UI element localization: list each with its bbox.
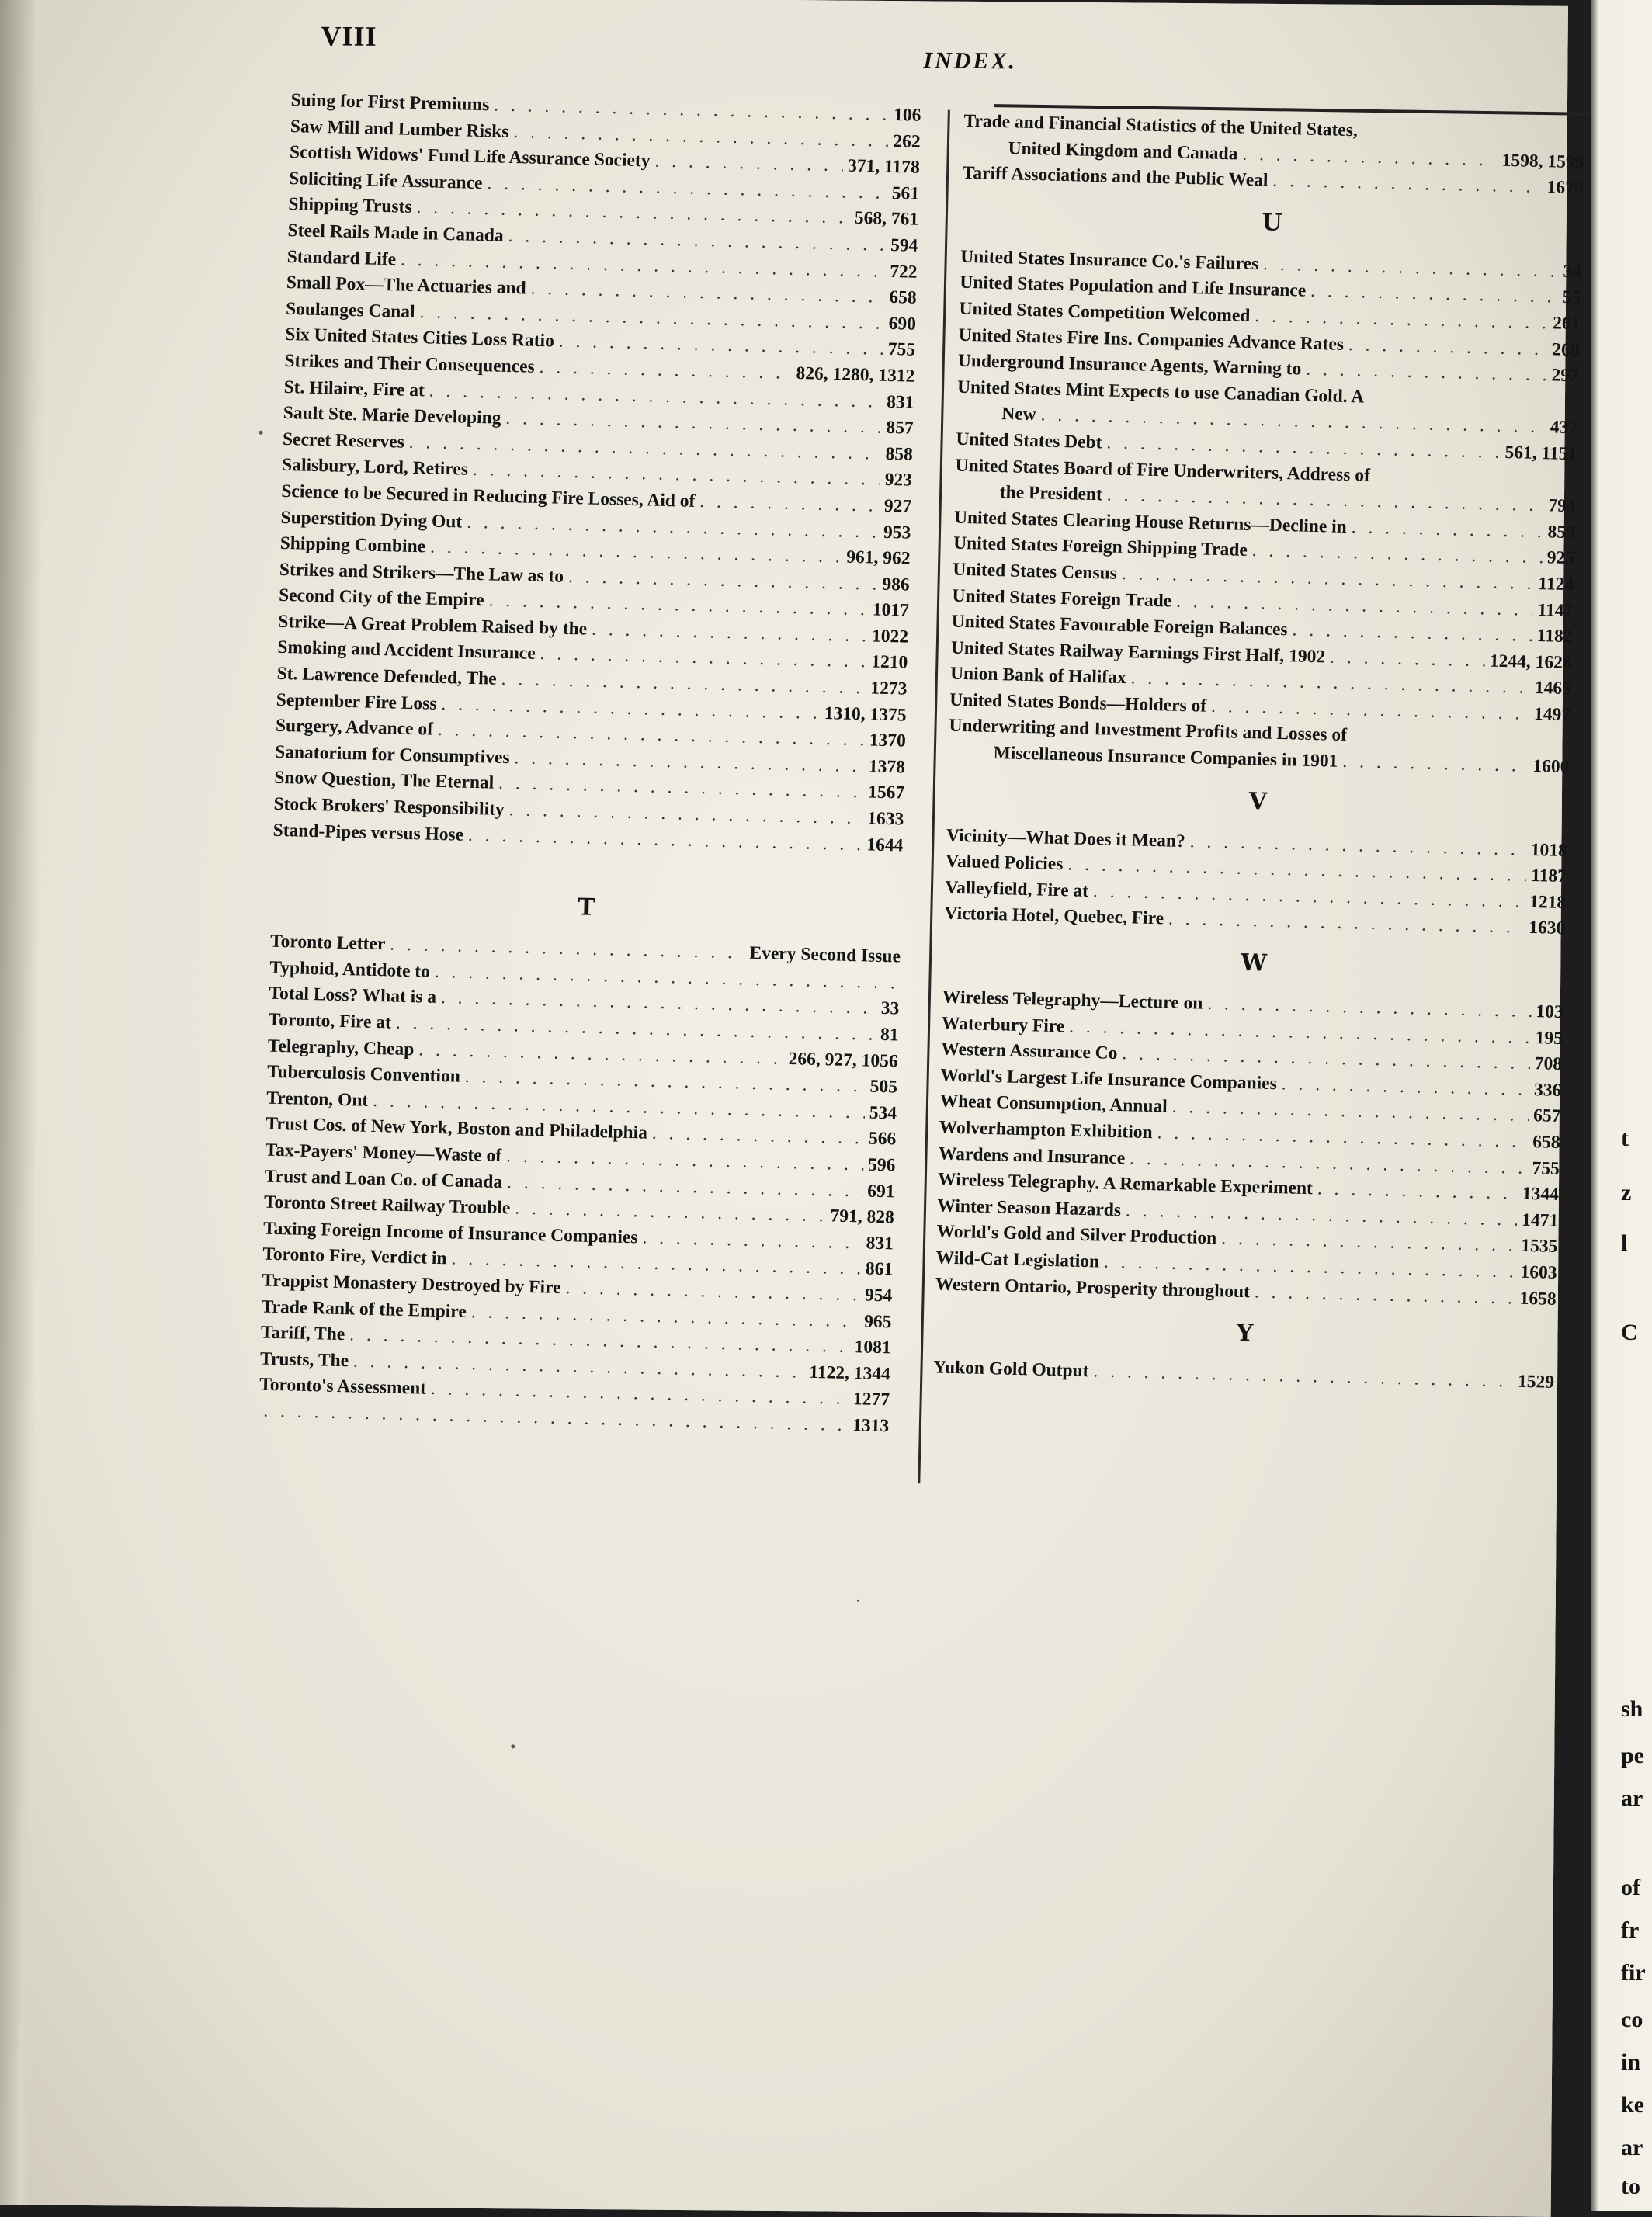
edge-fragment: fr — [1621, 1917, 1640, 1943]
entry-pages: 755 — [1532, 1157, 1560, 1179]
entry-title-line-1: United States Mint Expects to use Canadian Gold. A — [956, 376, 1365, 408]
entry-pages: 505 — [869, 1076, 898, 1098]
entry-pages: 1313 — [852, 1415, 890, 1437]
entry-title: Trust Cos. of New York, Boston and Philadelphia — [266, 1113, 648, 1144]
entry-title: Vicinity—What Does it Mean? — [946, 825, 1186, 852]
entry-title: Stand-Pipes versus Hose — [272, 820, 464, 845]
entry-pages: 1497 — [1533, 703, 1571, 726]
entry-title: Scottish Widows' Fund Life Assurance Society — [289, 142, 651, 172]
entry-title: Tax-Payers' Money—Waste of — [265, 1140, 502, 1167]
entry-title: United States Competition Welcomed — [959, 298, 1251, 326]
entry-title: Wild-Cat Legislation — [935, 1247, 1100, 1272]
entry-pages: 961, 962 — [845, 546, 911, 569]
entry-title: Wolverhampton Exhibition — [939, 1117, 1153, 1143]
entry-pages: 1017 — [872, 599, 910, 621]
left-column — [259, 88, 921, 1440]
entry-pages: 1567 — [867, 782, 905, 804]
entry-pages: 1598, 1599 — [1501, 150, 1584, 172]
entry-pages: 103 — [1536, 1001, 1564, 1023]
entry-title-line-1: Underwriting and Investment Profits and Losses of — [949, 716, 1348, 746]
entry-pages: 1633 — [866, 808, 904, 830]
s-entries — [272, 88, 921, 859]
entry-title: Stock Brokers' Responsibility — [273, 793, 505, 821]
entry-title: Secret Reserves — [282, 428, 405, 453]
entry-title-line-2: United Kingdom and Canada — [1008, 137, 1238, 165]
entry-pages: 1644 — [866, 834, 904, 856]
entry-pages: 708 — [1534, 1053, 1563, 1075]
entry-pages: 791, 828 — [830, 1206, 895, 1228]
entry-title: Soliciting Life Assurance — [288, 168, 483, 193]
entry-title: Total Loss? What is a — [269, 984, 437, 1008]
entry-title: Tuberculosis Convention — [266, 1061, 461, 1087]
entry-pages: 953 — [883, 522, 911, 543]
entry-pages: 266, 927, 1056 — [788, 1048, 899, 1072]
t-continued-entries — [962, 109, 1584, 202]
entry-pages: 534 — [869, 1102, 897, 1124]
entry-title: United States Favourable Foreign Balances — [951, 611, 1288, 640]
page-spine-shadow — [0, 0, 47, 2205]
entry-title: Strike—A Great Problem Raised by the — [277, 611, 588, 640]
right-column — [933, 109, 1585, 1396]
section-heading-y: Y — [1236, 1320, 1254, 1348]
entry-pages: 1630 — [1529, 918, 1566, 939]
entry-pages: 831 — [886, 391, 914, 413]
entry-title: Strikes and Their Consequences — [284, 350, 536, 377]
entry-pages: 1603 — [1520, 1261, 1557, 1283]
t-entries — [259, 929, 901, 1440]
section-heading-w: W — [1240, 949, 1268, 977]
entry-pages: 336 — [1533, 1079, 1562, 1101]
entry-pages: 561, 1151 — [1504, 442, 1577, 465]
u-entries — [948, 245, 1581, 781]
entry-pages: 437 — [1550, 417, 1578, 439]
leader-dots — [1330, 644, 1486, 674]
entry-title: Toronto's Assessment — [259, 1374, 427, 1400]
entry-title: United States Clearing House Returns—Decline in — [953, 507, 1348, 537]
edge-fragment: ke — [1621, 2092, 1644, 2118]
entry-pages: 1277 — [852, 1389, 890, 1410]
edge-fragment: pe — [1621, 1743, 1644, 1768]
entry-pages: 106 — [893, 104, 921, 126]
entry-title: Toronto Fire, Verdict in — [262, 1244, 447, 1269]
edge-fragment: ar — [1621, 1785, 1643, 1811]
edge-fragment: of — [1621, 1875, 1640, 1900]
entry-pages: 1273 — [870, 678, 908, 699]
entry-title: Trusts, The — [259, 1348, 349, 1372]
entry-pages: 954 — [864, 1285, 893, 1306]
entry-pages: 261 — [1552, 313, 1581, 335]
entry-pages: 986 — [882, 574, 911, 595]
entry-pages: 33 — [880, 998, 900, 1019]
entry-pages: 1244, 1628 — [1489, 651, 1573, 673]
entry-title: Waterbury Fire — [941, 1013, 1065, 1036]
entry-title: Superstition Dying Out — [280, 507, 463, 533]
entry-title: Trenton, Ont — [266, 1088, 369, 1111]
entry-pages: 55 — [1562, 287, 1581, 308]
entry-title: Sanatorium for Consumptives — [274, 741, 510, 768]
entry-pages: 1218 — [1529, 891, 1567, 913]
entry-title: Suing for First Premiums — [290, 90, 490, 116]
entry-pages: 561 — [891, 182, 920, 204]
entry-title: Six United States Cities Loss Ratio — [284, 324, 555, 352]
entry-title: Typhoid, Antidote to — [269, 957, 431, 982]
entry-pages: 566 — [868, 1128, 897, 1150]
edge-fragment: in — [1621, 2049, 1641, 2075]
entry-title: Trappist Monastery Destroyed by Fire — [262, 1270, 561, 1298]
entry-title: Tariff, The — [260, 1322, 345, 1345]
entry-pages: 755 — [887, 339, 916, 361]
paper-speck — [857, 1600, 859, 1602]
entry-pages: 794 — [1548, 495, 1576, 517]
entry-title: Western Assurance Co — [940, 1039, 1118, 1064]
edge-fragment: fir — [1621, 1960, 1646, 1986]
entry-pages: 34 — [1563, 261, 1582, 283]
entry-pages: 1600 — [1532, 756, 1570, 778]
entry-title: Smoking and Accident Insurance — [277, 637, 536, 664]
leader-dots — [699, 489, 880, 519]
entry-title-line-1: United States Board of Fire Underwriters, Address of — [955, 455, 1371, 486]
entry-pages: 1081 — [854, 1337, 891, 1358]
entry-title: Toronto Letter — [269, 931, 386, 955]
entry-title: Victoria Hotel, Quebec, Fire — [944, 903, 1164, 929]
w-entries — [935, 985, 1564, 1313]
entry-title: Winter Season Hazards — [937, 1195, 1122, 1220]
entry-title: Salisbury, Lord, Retires — [281, 455, 469, 481]
paper-speck — [511, 1744, 515, 1748]
entry-pages: 858 — [885, 443, 914, 465]
entry-title: Sault Ste. Marie Developing — [283, 403, 502, 428]
entry-title-line-2: Miscellaneous Insurance Companies in 1901 — [993, 743, 1338, 772]
entry-title: Wireless Telegraphy. A Remarkable Experiment — [937, 1169, 1314, 1199]
entry-pages: 81 — [880, 1024, 899, 1046]
entry-pages: 927 — [883, 495, 912, 517]
entry-title: Yukon Gold Output — [932, 1357, 1089, 1382]
entry-title: World's Gold and Silver Production — [936, 1221, 1217, 1249]
entry-pages: 923 — [884, 470, 913, 491]
entry-pages: 297 — [1551, 365, 1580, 387]
entry-pages: 658 — [1532, 1132, 1560, 1153]
entry-pages: 1124 — [1538, 573, 1574, 595]
entry-pages: 831 — [866, 1233, 894, 1254]
entry-pages: 722 — [889, 261, 918, 283]
entry-title: Snow Question, The Eternal — [274, 768, 495, 794]
entry-title: United States Census — [953, 559, 1118, 584]
entry-pages: 568, 761 — [854, 208, 919, 231]
entry-title: Taxing Foreign Income of Insurance Companies — [262, 1218, 638, 1248]
entry-pages: 1471 — [1521, 1209, 1559, 1231]
page-title: INDEX. — [923, 47, 1018, 75]
entry-pages: 262 — [893, 130, 921, 152]
entry-title: Shipping Combine — [279, 533, 426, 557]
edge-fragment: l — [1621, 1230, 1628, 1256]
entry-pages: 1310, 1375 — [824, 703, 907, 726]
entry-title: United States Foreign Shipping Trade — [953, 533, 1248, 561]
entry-pages: 371, 1178 — [847, 155, 921, 179]
entry-pages: 1465 — [1534, 678, 1572, 699]
entry-title: Soulanges Canal — [285, 298, 415, 322]
entry-title: United States Foreign Trade — [952, 585, 1172, 612]
edge-fragment: C — [1621, 1320, 1638, 1345]
entry-title: Toronto Street Railway Trouble — [263, 1192, 511, 1219]
entry-pages: 1122, 1344 — [809, 1362, 891, 1385]
entry-title: Standard Life — [286, 246, 397, 269]
entry-pages: Every Second Issue — [749, 942, 901, 967]
entry-title: St. Hilaire, Fire at — [283, 376, 425, 401]
entry-title: United States Fire Ins. Companies Advance Rates — [958, 324, 1345, 355]
entry-title-line-2: New — [1001, 404, 1036, 425]
entry-title: Trade Rank of the Empire — [261, 1296, 467, 1322]
entry-title: Wireless Telegraphy—Lecture on — [942, 987, 1203, 1014]
entry-title: Strikes and Strikers—The Law as to — [279, 559, 564, 587]
entry-pages: 594 — [890, 234, 918, 256]
entry-pages: 859 — [1547, 522, 1576, 543]
entry-title-line-1: Trade and Financial Statistics of the United States, — [963, 110, 1359, 141]
entry-title: Valleyfield, Fire at — [945, 877, 1089, 901]
entry-pages: 826, 1280, 1312 — [796, 363, 915, 387]
entry-title: United States Railway Earnings First Half, 1902 — [950, 637, 1326, 668]
entry-pages: 1018 — [1530, 839, 1568, 861]
entry-title: Trust and Loan Co. of Canada — [264, 1166, 503, 1192]
entry-title: September Fire Loss — [276, 689, 437, 714]
paper-speck — [259, 431, 263, 435]
entry-pages: 857 — [886, 417, 914, 439]
section-heading-v: V — [1248, 787, 1268, 816]
entry-title: Union Bank of Halifax — [949, 663, 1126, 689]
entry-pages: 861 — [865, 1258, 894, 1280]
entry-title: Saw Mill and Lumber Risks — [290, 116, 509, 142]
entry-title: Toronto, Fire at — [268, 1009, 392, 1033]
edge-fragment: sh — [1621, 1696, 1643, 1722]
entry-title-line-2: the President — [999, 482, 1103, 505]
entry-title: Steel Rails Made in Canada — [287, 220, 504, 246]
entry-title: Science to be Secured in Reducing Fire Losses, Aid of — [281, 481, 696, 512]
entry-title: Tariff Associations and the Public Weal — [962, 162, 1268, 191]
edge-fragment: ar — [1621, 2135, 1643, 2160]
entry-title: Second City of the Empire — [278, 585, 484, 611]
entry-title: Wardens and Insurance — [938, 1143, 1126, 1168]
entry-pages: 268 — [1551, 338, 1580, 360]
edge-fragment: co — [1621, 2007, 1643, 2032]
entry-pages: 1378 — [868, 756, 906, 778]
entry-title: St. Lawrence Defended, The — [276, 663, 497, 689]
entry-pages: 1210 — [870, 651, 908, 674]
entry-title: United States Insurance Co.'s Failures — [960, 246, 1259, 274]
entry-pages: 1529 — [1517, 1371, 1555, 1393]
entry-pages: 690 — [888, 313, 917, 335]
entry-pages: 195 — [1535, 1027, 1564, 1049]
entry-title: Western Ontario, Prosperity throughout — [935, 1273, 1251, 1302]
entry-pages: 596 — [867, 1154, 896, 1176]
entry-pages: 1535 — [1521, 1236, 1558, 1258]
entry-pages: 1022 — [871, 626, 909, 647]
entry-pages: 658 — [889, 287, 918, 308]
entry-title: Telegraphy, Cheap — [267, 1036, 415, 1060]
entry-title: Wheat Consumption, Annual — [939, 1091, 1168, 1118]
entry-pages: 1658 — [1519, 1288, 1557, 1310]
entry-title: Valued Policies — [945, 851, 1064, 875]
entry-pages: 657 — [1532, 1105, 1561, 1127]
entry-pages: 1370 — [869, 730, 907, 751]
entry-title: Surgery, Advance of — [275, 716, 434, 740]
section-heading-u: U — [1261, 209, 1282, 237]
entry-pages: 925 — [1546, 547, 1575, 569]
edge-fragment: z — [1621, 1180, 1632, 1206]
entry-pages: 691 — [867, 1181, 895, 1202]
entry-pages: 1182 — [1536, 626, 1573, 647]
entry-pages: 965 — [863, 1311, 892, 1332]
entry-title: Small Pox—The Actuaries and — [286, 272, 526, 299]
entry-title: Shipping Trusts — [288, 194, 412, 218]
entry-pages: 1187 — [1530, 866, 1567, 887]
edge-fragment: to — [1621, 2174, 1640, 2199]
entry-pages: 1670 — [1546, 177, 1584, 199]
entry-pages: 1147 — [1537, 599, 1574, 621]
entry-title: Underground Insurance Agents, Warning to — [957, 350, 1302, 380]
v-entries — [944, 823, 1567, 942]
entry-title: United States Population and Life Insurance — [960, 272, 1307, 302]
entry-title: United States Debt — [956, 428, 1102, 453]
entry-title: World's Largest Life Insurance Companies — [940, 1065, 1278, 1094]
entry-pages: 1344 — [1522, 1184, 1560, 1206]
page-number: VIII — [321, 20, 377, 52]
edge-fragment: t — [1621, 1126, 1629, 1151]
entry-title: United States Bonds—Holders of — [949, 689, 1207, 716]
section-heading-t: T — [577, 893, 595, 922]
